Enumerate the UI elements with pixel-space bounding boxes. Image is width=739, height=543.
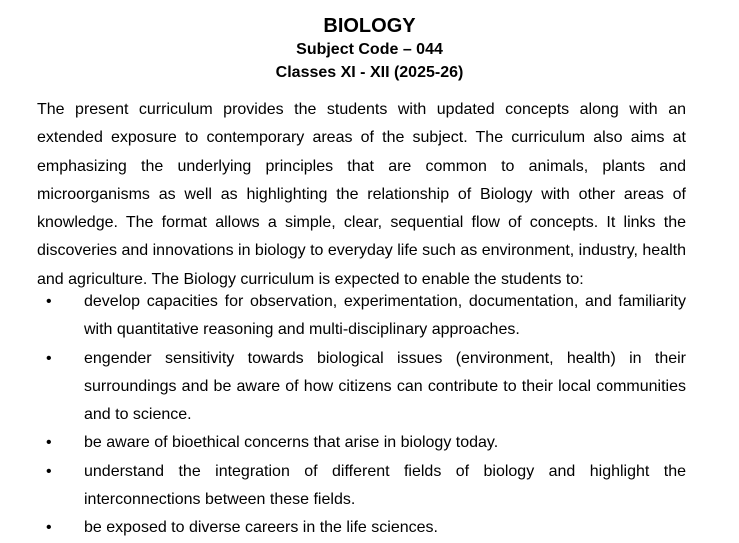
list-item: [37, 345, 686, 430]
list-item-text: understand the integration of different fields of biology and highlight the interconnections between these fields.: [84, 462, 686, 509]
list-item-text: develop capacities for observation, experimentation, documentation, and familiarity with quantitative reasoning and multi-disciplinary approaches.: [84, 293, 686, 339]
bullet-icon: •: [46, 349, 52, 367]
bullet-icon: •: [46, 434, 52, 452]
list-item-text: be aware of bioethical concerns that arise in biology today.: [84, 434, 499, 452]
bullet-icon: •: [46, 519, 52, 537]
bullet-icon: •: [46, 293, 52, 310]
list-item: [37, 458, 686, 515]
classes-line: Classes XI - XII (2025-26): [275, 64, 464, 81]
bullet-icon: •: [46, 462, 52, 480]
list-item: [37, 429, 686, 457]
page-title: BIOLOGY: [323, 15, 416, 37]
document-header: [0, 0, 739, 84]
intro-paragraph: The present curriculum provides the students with updated concepts along with an extended exposure to contemporary areas of the subject. The curriculum also aims at emphasizing the underlying principles that are common to animals, plants and microorganisms as well as highlighting the relationship of Biology with other areas of knowledge. The format allows a simple, clear, sequential flow of concepts. It links the discoveries and innovations in biology to everyday life such as environment, industry, health and agriculture. The Biology curriculum is expected to enable the students to:: [37, 101, 686, 288]
list-item: [37, 514, 686, 542]
objectives-list: [37, 288, 686, 543]
list-item: [37, 288, 686, 345]
list-item-text: engender sensitivity towards biological issues (environment, health) in their surroundings and be aware of how citizens can contribute to their local communities and to science.: [84, 349, 686, 424]
subject-code: Subject Code – 044: [296, 41, 443, 58]
list-item-text: be exposed to diverse careers in the life sciences.: [84, 519, 438, 537]
